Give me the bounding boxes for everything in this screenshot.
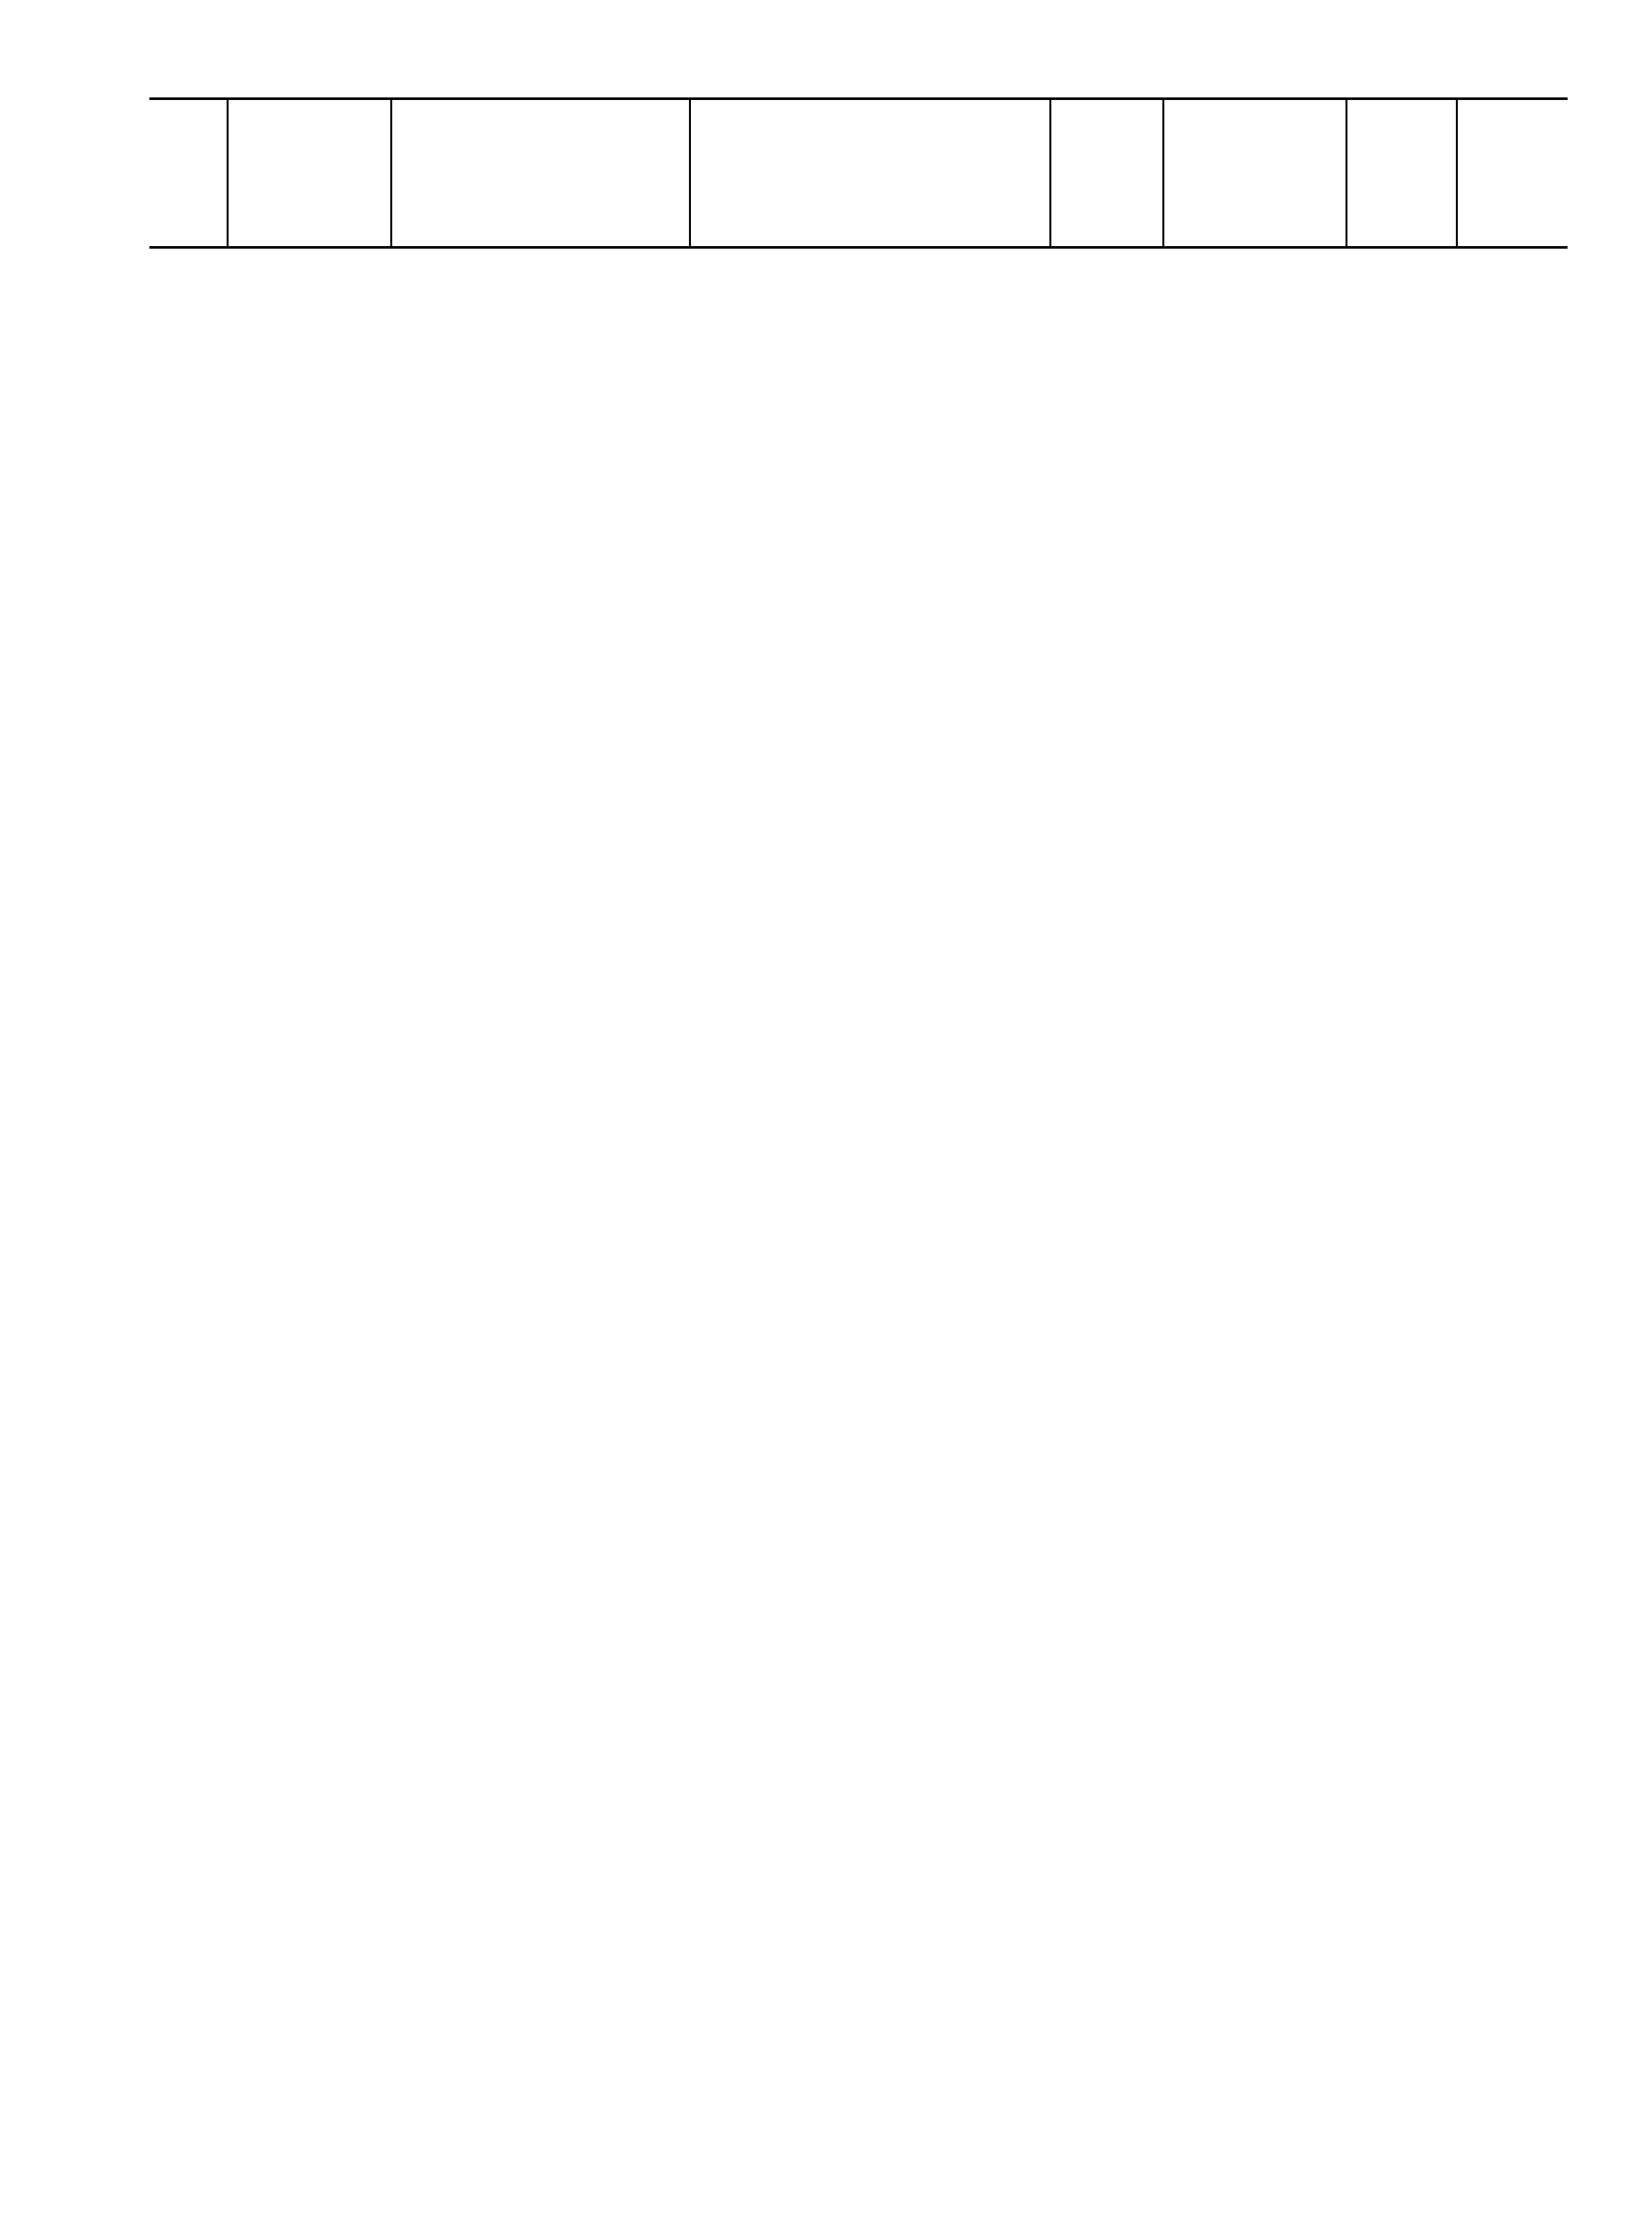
table xyxy=(149,97,1568,249)
header-name xyxy=(690,99,1050,247)
header-price xyxy=(1457,99,1568,247)
header-material xyxy=(1163,99,1346,247)
parts-price-table xyxy=(149,97,1568,249)
header-norm xyxy=(1346,99,1457,247)
table-header xyxy=(149,99,1568,247)
header-pos xyxy=(149,99,227,247)
header-okp xyxy=(227,99,391,247)
header-weight xyxy=(1050,99,1163,247)
header-code xyxy=(391,99,690,247)
